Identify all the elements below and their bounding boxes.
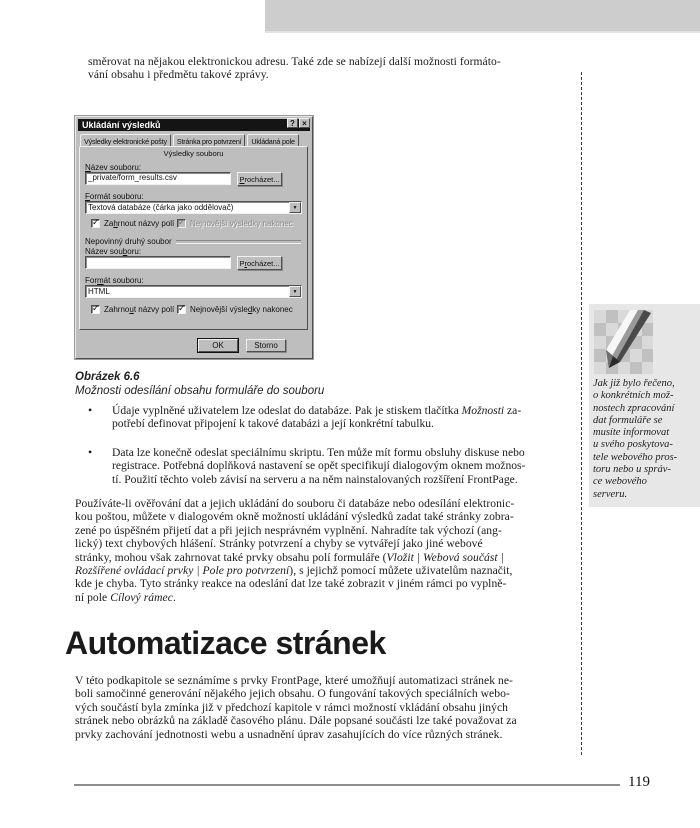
- optional-second-file-group: [85, 237, 301, 246]
- checkbox-label: Nejnovější výsledky nakonec: [190, 305, 293, 314]
- bullet-icon: •: [88, 403, 93, 417]
- tab-vysledky-elektronicke-posty[interactable]: Výsledky elektronické pošty: [80, 134, 171, 147]
- figure-caption: [75, 370, 495, 398]
- checkbox-label: Zahrnout názvy polí: [104, 305, 175, 314]
- ok-button[interactable]: OK: [198, 339, 238, 352]
- figure-label: Obrázek 6.6: [75, 371, 140, 383]
- cancel-button[interactable]: Storno: [246, 339, 286, 352]
- footer-rule: [74, 784, 620, 786]
- dialog-titlebar[interactable]: [78, 119, 310, 131]
- close-icon[interactable]: ×: [299, 118, 310, 128]
- latest-results-checkbox-1-disabled: [177, 219, 293, 228]
- second-file-format-label: Formát souboru:: [85, 276, 144, 285]
- list-item: [88, 404, 584, 431]
- browse-button-1[interactable]: P rocházet...: [237, 172, 282, 186]
- include-field-names-checkbox-2[interactable]: [91, 305, 174, 314]
- figure-caption-text: Možnosti odesílání obsahu formuláře do souboru: [75, 385, 325, 397]
- help-icon[interactable]: ?: [287, 118, 298, 128]
- check-icon: ✓: [92, 217, 100, 227]
- chevron-down-icon[interactable]: ▼: [289, 202, 301, 213]
- tab-vysledky-souboru[interactable]: Výsledky souboru: [79, 146, 308, 159]
- file-format-combobox[interactable]: [85, 201, 302, 214]
- checkbox-box[interactable]: [177, 305, 186, 314]
- check-icon: ✓: [178, 217, 186, 227]
- include-field-names-checkbox-1[interactable]: [91, 219, 174, 228]
- checkbox-box: [177, 219, 186, 228]
- file-name-label: Název souboru:: [85, 163, 142, 172]
- margin-divider: [581, 72, 582, 755]
- bullet-icon: •: [88, 445, 93, 459]
- checkbox-box[interactable]: [91, 219, 100, 228]
- checkbox-label: Zahrnout názvy polí: [104, 219, 175, 228]
- file-format-label: Formát souboru:: [85, 192, 144, 201]
- check-icon: ✓: [178, 303, 186, 313]
- latest-results-checkbox-2[interactable]: [177, 305, 293, 314]
- checkbox-label: Nejnovější výsledky nakonec: [190, 219, 293, 228]
- margin-note-text: Jak již bylo řečeno, o konkrétních mož- nostech zpracování dat formuláře se musíte informovat u svého poskytova- tele webového pros- toru nebo u správ- ce webového serveru.: [593, 378, 678, 500]
- check-icon: ✓: [92, 303, 100, 313]
- second-file-name-label: Název souboru:: [85, 247, 142, 256]
- file-format-value: Textová databáze (čárka jako oddělovač): [88, 203, 234, 212]
- dialog-title: Ukládání výsledků: [82, 120, 161, 130]
- titlebar-buttons: [287, 118, 310, 128]
- bullet-text: Údaje vyplněné uživatelem lze odeslat do databáze. Pak je stiskem tlačítka Možnosti za- potřebí definovat připojení k takové databázi a její konkrétní tabulku.: [112, 404, 522, 431]
- dialog-ukladani-vysledku: [75, 116, 313, 359]
- group-separator-line: [176, 240, 301, 244]
- chapter-header-band: [265, 0, 700, 33]
- section-intro-paragraph: V této podkapitole se seznámíme s prvky FrontPage, které umožňují automatizaci stránek ne- boli samočinné generování nějakého jejich obsahu. O fungování takových speciálních webo- vých součástí byla zmínka již v předchozí kapitole v rámci možností vkládání obsahu jiných stránek nebo obrázků na základě časového plánu. Dále popsané součásti lze také považovat za prvky zachování jednotnosti webu a usnadnění úprav zasahujících do více různých stránek.: [75, 674, 517, 741]
- second-file-format-combobox[interactable]: [85, 285, 302, 298]
- margin-note-box: [589, 304, 700, 507]
- second-file-format-value: HTML: [88, 287, 110, 296]
- page-number: 119: [628, 774, 650, 790]
- checkbox-box[interactable]: [91, 305, 100, 314]
- pencil-icon: [594, 310, 653, 374]
- file-name-input[interactable]: _private/form_results.csv: [85, 172, 231, 185]
- browse-button-2[interactable]: P r ocházet...: [237, 256, 282, 270]
- validation-paragraph: Používáte-li ověřování dat a jejich ukládání do souboru či databáze nebo odesílání elektronic- kou poštou, můžete v dialogovém okně možností ukládání výsledků zadat také stránky zobra- zené po úspěšném přijetí dat a při jejich nesprávném vyplnění. Nahradíte tak výchozí (ang- lický) text chybových hlášení. Stránky potvrzení a chyby se vytvářejí jako jiné webové stránky, mohou však zahrnovat také prvky obsahu polí formuláře (Vložit | Webová součást | Rozšířené ovládací prvky | Pole pro potvrzení), s jejichž pomocí můžete uživatelům naznačit, kde je chyba. Tyto stránky reakce na odeslání dat lze také zobrazit v jiném rámci po vyplně- ní pole Cílový rámec.: [75, 497, 515, 604]
- bullet-text: Data lze konečně odeslat speciálnímu skriptu. Ten může mít formu obsluhy diskuse nebo registrace. Potřebná doplňková nastavení se opět specifikují dialogovým oknem možnos- tí. Použití těchto voleb závisí na serveru a na něm nainstalovaných rozšíření FrontPage.: [112, 446, 526, 486]
- list-item: [88, 446, 584, 486]
- intro-paragraph: směrovat na nějakou elektronickou adresu. Také zde se nabízejí další možnosti formáto- vání obsahu i předmětu takové zprávy.: [88, 55, 501, 82]
- section-heading: Automatizace stránek: [65, 625, 386, 661]
- tab-stranka-pro-potvrzeni[interactable]: Stránka pro potvrzení: [173, 134, 246, 147]
- chevron-down-icon[interactable]: ▼: [289, 286, 301, 297]
- second-file-name-input[interactable]: [85, 256, 231, 269]
- group-label: Nepovinný druhý soubor: [85, 237, 172, 246]
- dialog-tab-panel: [79, 158, 308, 330]
- tab-ukladana-pole[interactable]: Ukládaná pole: [247, 134, 298, 147]
